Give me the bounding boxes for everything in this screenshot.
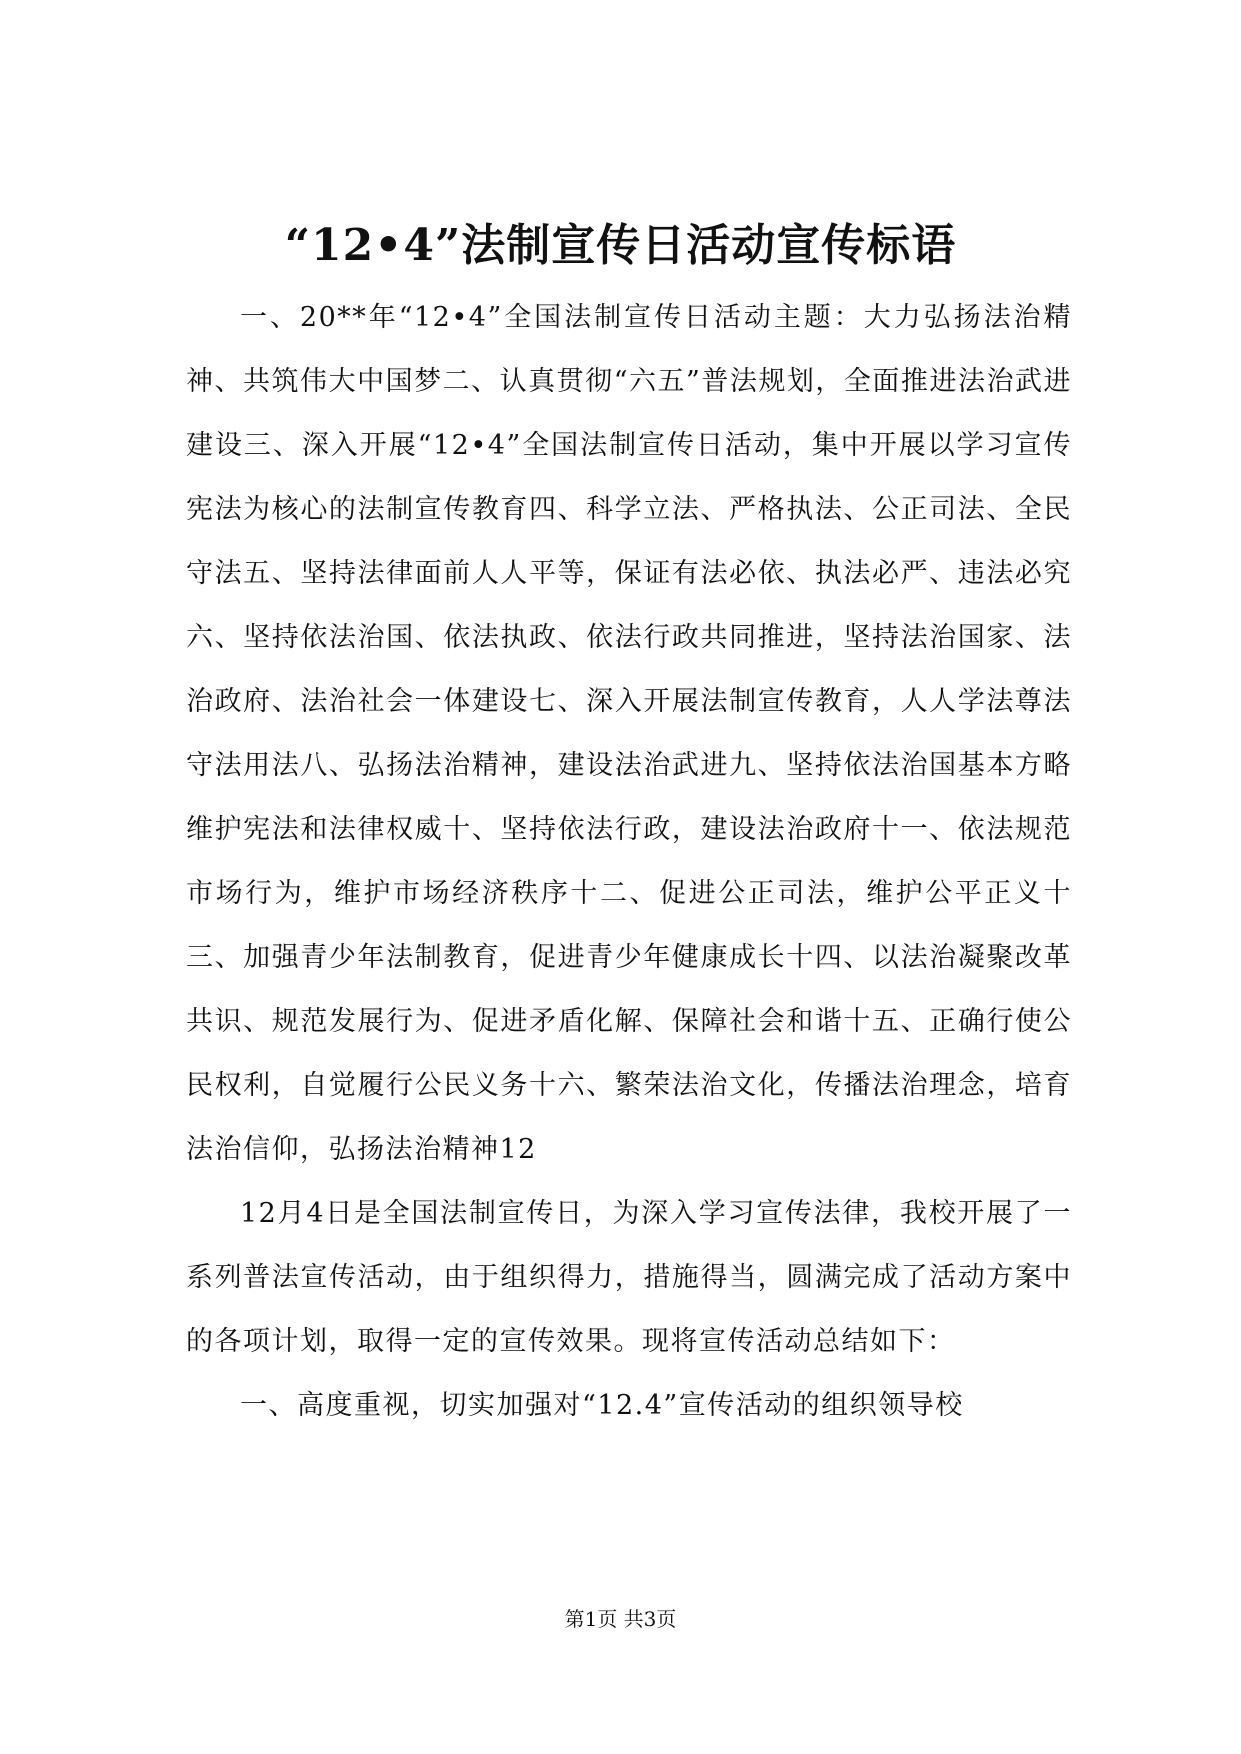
paragraph-slogans: 一、20**年“12•4”全国法制宣传日活动主题：大力弘扬法治精神、共筑伟大中国梦二、认真贯彻“六五”普法规划，全面推进法治武进建设三、深入开展“12•4”全国法制宣传日活动，集中开展以学习宣传宪法为核心的法制宣传教育四、科学立法、严格执法、公正司法、全民守法五、坚持法律面前人人平等，保证有法必依、执法必严、违法必究六、坚持依法治国、依法执政、依法行政共同推进，坚持法治国家、法治政府、法治社会一体建设七、深入开展法制宣传教育，人人学法尊法守法用法八、弘扬法治精神，建设法治武进九、坚持依法治国基本方略维护宪法和法律权威十、坚持依法行政，建设法治政府十一、依法规范市场行为，维护市场经济秩序十二、促进公正司法，维护公平正义十三、加强青少年法制教育，促进青少年健康成长十四、以法治凝聚改革共识、规范发展行为、促进矛盾化解、保障社会和谐十五、正确行使公民权利，自觉履行公民义务十六、繁荣法治文化，传播法治理念，培育法治信仰，弘扬法治精神12	[186, 302, 1072, 1165]
page-number-label: 第1页 共3页	[564, 1607, 677, 1631]
document-title: “12•4”法制宣传日活动宣传标语	[284, 220, 957, 271]
page-footer	[0, 1606, 1241, 1632]
paragraph-intro: 12月4日是全国法制宣传日，为深入学习宣传法律，我校开展了一系列普法宣传活动，由于组织得力，措施得当，圆满完成了活动方案中的各项计划，取得一定的宣传效果。现将宣传活动总结如下：	[186, 1198, 1072, 1357]
paragraph-section-one: 一、高度重视，切实加强对“12.4”宣传活动的组织领导校	[240, 1390, 964, 1421]
document-body	[186, 286, 1072, 1438]
